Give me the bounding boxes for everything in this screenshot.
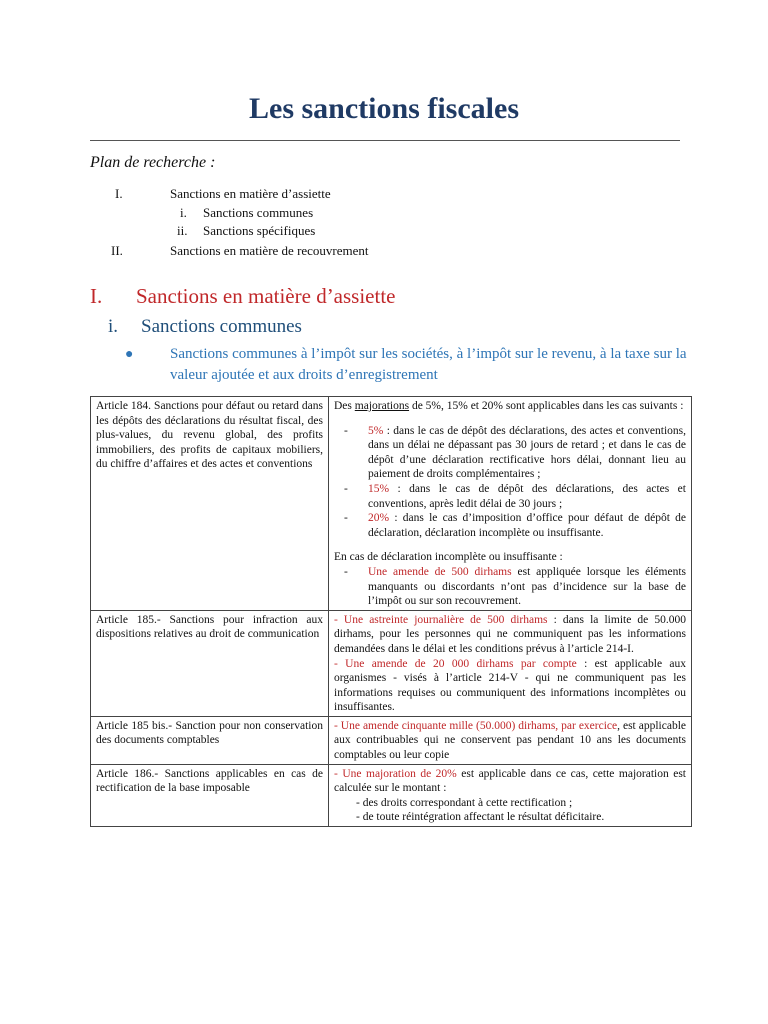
list-item: - 20% : dans le cas d’imposition d’office pour défaut de dépôt de déclaration, déclaration incomplète ou insuffisante. xyxy=(344,512,686,539)
subsection-number: i. xyxy=(108,316,119,337)
sanction-cell xyxy=(329,764,692,826)
rate-label: 15% xyxy=(368,482,398,495)
cell-text: de 5%, 15% et 20% sont applicables dans les cas suivants : xyxy=(409,400,684,412)
table-row xyxy=(91,716,692,764)
fine-label: - Une amende de 20 000 dirhams par compte xyxy=(334,657,577,670)
plan-label: Plan de recherche : xyxy=(90,154,216,171)
article-cell: Article 185 bis.- Sanction pour non conservation des documents comptables xyxy=(91,716,329,764)
fine-label: - Une majoration de 20% xyxy=(334,767,457,780)
cell-text: , est applicable aux contribuables qui ne conservent pas pendant 10 ans les documents comptables ou leur copie xyxy=(334,719,686,762)
subsection-title: Sanctions communes xyxy=(141,316,302,337)
cell-text: est applicable dans ce cas, cette majoration est calculée sur le montant : xyxy=(334,767,687,795)
bullet-icon: ● xyxy=(125,347,134,362)
rate-label: 5% xyxy=(368,424,387,437)
cell-text: : est applicable aux organismes - visés à l’article 214-V - qui ne communiquent pas les informations requises ou communiquent des informations incomplètes ou insuffisantes. xyxy=(334,657,687,714)
sanction-cell xyxy=(329,610,692,716)
cell-text: : dans la limite de 50.000 dirhams, pour les personnes qui ne communiquent pas les informations demandées dans le délai et les conditions prévus à l’article 214-I. xyxy=(334,613,687,655)
sanctions-table xyxy=(90,396,692,827)
plan-item-number: ii. xyxy=(177,223,188,238)
bullet-text: Sanctions communes à l’impôt sur les sociétés, à l’impôt sur le revenu, à la taxe sur la valeur ajoutée et aux droits d’enregistrement xyxy=(170,346,687,383)
rate-label: 20% xyxy=(368,512,395,525)
cell-text: : dans le cas de dépôt des déclarations, des actes et conventions, après ledit délai de 30 jours ; xyxy=(368,482,686,510)
plan-item-label: Sanctions spécifiques xyxy=(203,223,316,238)
cell-text: est appliquée lorsque les éléments manquants ou discordants n’ont pas d’incidence sur la base de l’impôt ou sur son recouvrement. xyxy=(368,565,686,608)
section-heading xyxy=(90,284,396,309)
article-cell: Article 186.- Sanctions applicables en cas de rectification de la base imposable xyxy=(91,764,329,826)
cell-text: En cas de déclaration incomplète ou insuffisante : xyxy=(334,551,563,564)
plan-item-number: II. xyxy=(111,243,123,258)
subsection-heading xyxy=(108,316,302,338)
sanction-cell xyxy=(329,397,692,611)
table-row xyxy=(91,764,692,826)
plan-item-label: Sanctions communes xyxy=(203,205,314,220)
cell-text-underlined: majorations xyxy=(354,400,410,412)
title-divider xyxy=(90,140,680,141)
cell-text: : dans le cas d’imposition d’office pour défaut de dépôt de déclaration, déclaration incomplète ou insuffisante. xyxy=(368,512,686,539)
section-number: I. xyxy=(90,284,103,308)
table-row xyxy=(91,397,692,611)
list-item: - Une amende de 500 dirhams est appliquée lorsque les éléments manquants ou discordants n’ont pas d’incidence sur la base de l’impôt ou sur son recouvrement. xyxy=(344,565,686,608)
bullet-item xyxy=(125,344,690,386)
fine-label: - Une amende cinquante mille (50.000) dirhams, par exercice xyxy=(334,719,618,732)
fine-label: - Une astreinte journalière de 500 dirhams xyxy=(334,613,548,626)
article-cell: Article 185.- Sanctions pour infraction aux dispositions relatives au droit de communication xyxy=(91,610,329,716)
list-item: - 5% : dans le cas de dépôt des déclarations, des actes et conventions, dans un délai ne dépassant pas 30 jours de retard ; et dans le cas de dépôt d’une déclaration rectificative hors délai, donnant lieu au paiement de droits complémentaires ; xyxy=(344,424,686,481)
section-title: Sanctions en matière d’assiette xyxy=(136,284,396,308)
cell-text: : dans le cas de dépôt des déclarations, des actes et conventions, dans un délai ne dépassant pas 30 jours de retard ; et dans le cas de dépôt d’une déclaration rectificative hors délai, donnant lieu au paiement de droits complémentaires ; xyxy=(368,424,686,481)
document-title: Les sanctions fiscales xyxy=(249,92,519,125)
list-item: - de toute réintégration affectant le résultat déficitaire. xyxy=(356,811,605,824)
plan-item-number: I. xyxy=(115,186,123,201)
plan-item-number: i. xyxy=(180,205,187,220)
list-item: - des droits correspondant à cette rectification ; xyxy=(356,796,573,809)
plan-item-label: Sanctions en matière de recouvrement xyxy=(170,243,369,258)
cell-text: Des xyxy=(334,400,355,412)
article-cell: Article 184. Sanctions pour défaut ou retard dans les dépôts des déclarations du résultat fiscal, des plus-values, du revenu global, des profits immobiliers, des profits de capitaux mobiliers, du chiffre d’affaires et des actes et conventions xyxy=(91,397,329,611)
fine-label: Une amende de 500 dirhams xyxy=(368,565,512,578)
table-row xyxy=(91,610,692,716)
plan-item-label: Sanctions en matière d’assiette xyxy=(170,186,331,201)
sanction-cell xyxy=(329,716,692,764)
list-item: - 15% : dans le cas de dépôt des déclarations, des actes et conventions, après ledit délai de 30 jours ; xyxy=(344,482,686,510)
